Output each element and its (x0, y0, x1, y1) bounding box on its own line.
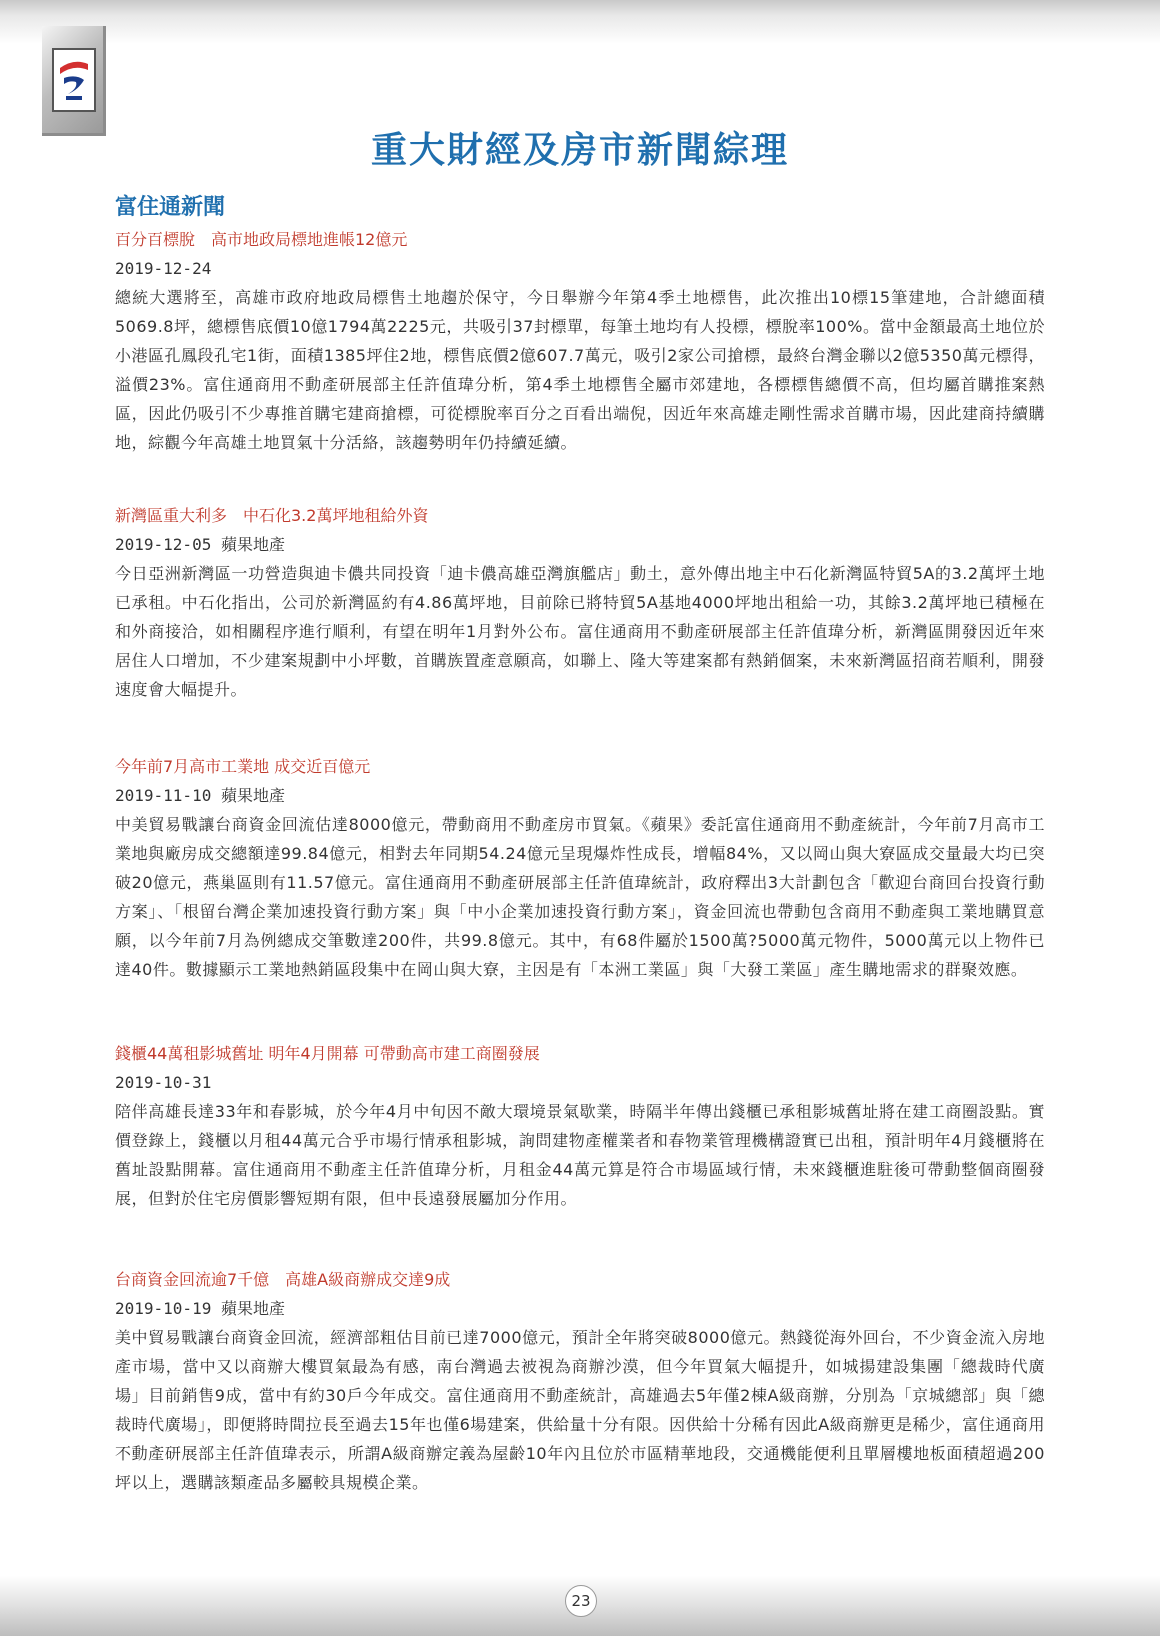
logo-mark-icon (54, 50, 94, 110)
page-number: 23 (565, 1585, 597, 1617)
article-date: 2019-10-31 (115, 1073, 212, 1092)
company-logo (42, 26, 106, 136)
news-article (115, 502, 1045, 704)
article-date: 2019-12-24 (115, 259, 212, 278)
news-article (115, 753, 1045, 984)
article-source: 蘋果地產 (220, 786, 285, 805)
top-gradient-band (0, 0, 1160, 44)
article-source: 蘋果地產 (220, 535, 285, 554)
news-article (115, 1266, 1045, 1497)
article-meta (115, 781, 1045, 810)
article-headline: 台商資金回流逾7千億 高雄A級商辦成交達9成 (115, 1270, 451, 1289)
article-meta (115, 1068, 1045, 1097)
article-date: 2019-12-05 (115, 535, 212, 554)
article-headline: 新灣區重大利多 中石化3.2萬坪地租給外資 (115, 506, 429, 525)
article-body: 今日亞洲新灣區一功營造與迪卡儂共同投資「迪卡儂高雄亞灣旗艦店」動土，意外傳出地主中石化新灣區特貿5A的3.2萬坪土地已承租。中石化指出，公司於新灣區約有4.86萬坪地，目前除已將特貿5A基地4000坪地出租給一功，其餘3.2萬坪地已積極在和外商接洽，如相關程序進行順利，有望在明年1月對外公布。富住通商用不動產研展部主任許值瑋分析，新灣區開發因近年來居住人口增加，不少建案規劃中小坪數，首購族置產意願高，如聯上、隆大等建案都有熱銷個案，未來新灣區招商若順利，開發速度會大幅提升。 (115, 564, 1045, 699)
company-logo-icon (52, 48, 96, 112)
section-heading: 富住通新聞 (115, 195, 226, 220)
article-meta (115, 254, 1045, 283)
news-article (115, 226, 1045, 457)
article-meta (115, 530, 1045, 559)
article-body: 中美貿易戰讓台商資金回流估達8000億元，帶動商用不動產房市買氣。《蘋果》委託富住通商用不動產統計，今年前7月高市工業地與廠房成交總額達99.84億元，相對去年同期54.24億元呈現爆炸性成長，增幅84%，又以岡山與大寮區成交量最大均已突破20億元，燕巢區則有11.57億元。富住通商用不動產研展部主任許值瑋統計，政府釋出3大計劃包含「歡迎台商回台投資行動方案」、「根留台灣企業加速投資行動方案」與「中小企業加速投資行動方案」，資金回流也帶動包含商用不動產與工業地購買意願，以今年前7月為例總成交筆數達200件，共99.8億元。其中，有68件屬於1500萬?5000萬元物件，5000萬元以上物件已達40件。數據顯示工業地熱銷區段集中在岡山與大寮，主因是有「本洲工業區」與「大發工業區」產生購地需求的群聚效應。 (115, 815, 1045, 979)
article-meta (115, 1294, 1045, 1323)
article-body: 陪伴高雄長達33年和春影城，於今年4月中旬因不敵大環境景氣歇業，時隔半年傳出錢櫃已承租影城舊址將在建工商圈設點。實價登錄上，錢櫃以月租44萬元合乎市場行情承租影城，詢問建物產權業者和春物業管理機構證實已出租，預計明年4月錢櫃將在舊址設點開幕。富住通商用不動產主任許值瑋分析，月租金44萬元算是符合市場區域行情，未來錢櫃進駐後可帶動整個商圈發展，但對於住宅房價影響短期有限，但中長遠發展屬加分作用。 (115, 1102, 1045, 1208)
article-body: 美中貿易戰讓台商資金回流，經濟部粗估目前已達7000億元，預計全年將突破8000億元。熱錢從海外回台，不少資金流入房地產市場，當中又以商辦大樓買氣最為有感，南台灣過去被視為商辦沙漠，但今年買氣大幅提升，如城揚建設集團「總裁時代廣場」目前銷售9成，當中有約30戶今年成交。富住通商用不動產統計，高雄過去5年僅2棟A級商辦，分別為「京城總部」與「總裁時代廣場」，即便將時間拉長至過去15年也僅6場建案，供給量十分有限。因供給十分稀有因此A級商辦更是稀少，富住通商用不動產研展部主任許值瑋表示，所謂A級商辦定義為屋齡10年內且位於市區精華地段，交通機能便利且單層樓地板面積超過200坪以上，選購該類產品多屬較具規模企業。 (115, 1328, 1045, 1492)
article-date: 2019-11-10 (115, 786, 212, 805)
article-date: 2019-10-19 (115, 1299, 212, 1318)
article-body: 總統大選將至，高雄市政府地政局標售土地趨於保守，今日舉辦今年第4季土地標售，此次推出10標15筆建地，合計總面積5069.8坪，總標售底價10億1794萬2225元，共吸引37封標單，每筆土地均有人投標，標脫率100%。當中金額最高土地位於小港區孔鳳段孔宅1街，面積1385坪住2地，標售底價2億607.7萬元，吸引2家公司搶標，最終台灣金聯以2億5350萬元標得，溢價23%。富住通商用不動產研展部主任許值瑋分析，第4季土地標售全屬市郊建地，各標標售總價不高，但均屬首購推案熱區，因此仍吸引不少專推首購宅建商搶標，可從標脫率百分之百看出端倪，因近年來高雄走剛性需求首購市場，因此建商持續購地，綜觀今年高雄土地買氣十分活絡，該趨勢明年仍持續延續。 (115, 288, 1045, 452)
article-headline: 今年前7月高市工業地 成交近百億元 (115, 757, 371, 776)
news-article (115, 1040, 1045, 1213)
article-headline: 錢櫃44萬租影城舊址 明年4月開幕 可帶動高市建工商圈發展 (115, 1044, 540, 1063)
article-source: 蘋果地產 (220, 1299, 285, 1318)
article-headline: 百分百標脫 高市地政局標地進帳12億元 (115, 230, 408, 249)
page-title: 重大財經及房市新聞綜理 (370, 130, 789, 171)
